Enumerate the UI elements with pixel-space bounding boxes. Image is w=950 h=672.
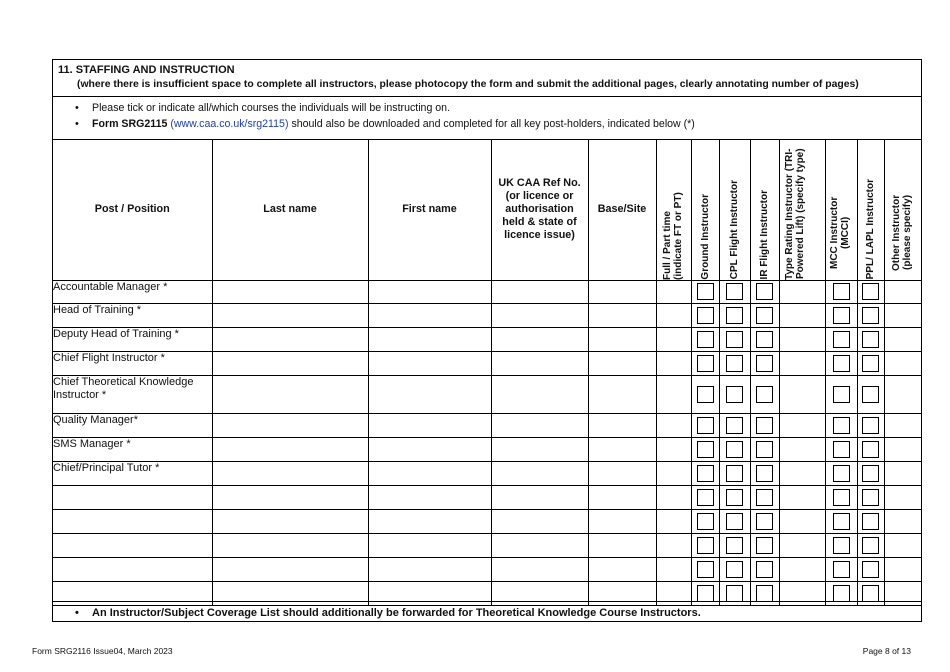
checkbox-cell xyxy=(719,303,750,327)
form-link[interactable]: (www.caa.co.uk/srg2115) xyxy=(170,118,289,130)
entry-cell[interactable] xyxy=(884,375,921,413)
table-row xyxy=(53,413,921,437)
entry-cell[interactable] xyxy=(779,461,825,485)
checkbox[interactable] xyxy=(726,489,743,506)
checkbox[interactable] xyxy=(833,489,850,506)
checkbox[interactable] xyxy=(697,465,714,482)
checkbox-cell xyxy=(857,280,884,303)
entry-cell[interactable] xyxy=(588,303,656,327)
section-subtitle: (where there is insufficient space to complete all instructors, please photocopy the form and submit the additional pages, clearly annotating number of pages) xyxy=(77,79,859,90)
checkbox-cell xyxy=(825,485,857,509)
checkbox-cell xyxy=(691,351,719,375)
entry-cell[interactable] xyxy=(588,509,656,533)
row-position-label xyxy=(53,485,212,509)
checkbox[interactable] xyxy=(726,561,743,578)
entry-cell[interactable] xyxy=(368,280,491,303)
checkbox-cell xyxy=(719,557,750,581)
entry-cell[interactable] xyxy=(779,557,825,581)
checkbox-cell xyxy=(750,280,779,303)
checkbox-cell xyxy=(857,327,884,351)
checkbox-cell xyxy=(857,485,884,509)
entry-cell[interactable] xyxy=(368,351,491,375)
entry-cell[interactable] xyxy=(212,351,368,375)
checkbox[interactable] xyxy=(726,465,743,482)
col-full-part: Full / Part time (indicate FT or PT) xyxy=(656,140,691,280)
entry-cell[interactable] xyxy=(212,437,368,461)
checkbox[interactable] xyxy=(862,561,879,578)
checkbox-cell xyxy=(719,351,750,375)
checkbox[interactable] xyxy=(697,489,714,506)
col-first-name: First name xyxy=(368,140,491,280)
checkbox[interactable] xyxy=(726,283,743,300)
entry-cell[interactable] xyxy=(491,461,588,485)
checkbox-cell xyxy=(691,461,719,485)
checkbox-cell xyxy=(857,509,884,533)
entry-cell[interactable] xyxy=(779,280,825,303)
entry-cell[interactable] xyxy=(368,303,491,327)
entry-cell[interactable] xyxy=(491,533,588,557)
entry-cell[interactable] xyxy=(212,375,368,413)
checkbox[interactable] xyxy=(862,386,879,403)
table-row xyxy=(53,557,921,581)
entry-cell[interactable] xyxy=(884,280,921,303)
entry-cell[interactable] xyxy=(212,413,368,437)
entry-cell[interactable] xyxy=(884,509,921,533)
entry-cell[interactable] xyxy=(656,509,691,533)
entry-cell[interactable] xyxy=(368,461,491,485)
entry-cell[interactable] xyxy=(884,461,921,485)
entry-cell[interactable] xyxy=(491,485,588,509)
col-base-site: Base/Site xyxy=(588,140,656,280)
row-position-label xyxy=(53,557,212,581)
entry-cell[interactable] xyxy=(779,351,825,375)
checkbox-cell xyxy=(825,280,857,303)
entry-cell[interactable] xyxy=(588,533,656,557)
col-last-name: Last name xyxy=(212,140,368,280)
checkbox-cell xyxy=(691,327,719,351)
col-mcc: MCC Instructor (MCCI) xyxy=(825,140,857,280)
checkbox[interactable] xyxy=(756,585,773,602)
checkbox-cell xyxy=(719,485,750,509)
row-position-label: Chief Theoretical Knowledge Instructor * xyxy=(53,375,212,413)
checkbox[interactable] xyxy=(756,489,773,506)
table-row xyxy=(53,351,921,375)
checkbox[interactable] xyxy=(697,513,714,530)
checkbox-cell xyxy=(857,375,884,413)
checkbox[interactable] xyxy=(697,283,714,300)
entry-cell[interactable] xyxy=(656,327,691,351)
entry-cell[interactable] xyxy=(884,327,921,351)
checkbox[interactable] xyxy=(833,561,850,578)
entry-cell[interactable] xyxy=(656,375,691,413)
page-number: Page 8 of 13 xyxy=(862,646,911,656)
entry-cell[interactable] xyxy=(656,280,691,303)
entry-cell[interactable] xyxy=(212,461,368,485)
checkbox-cell xyxy=(750,437,779,461)
entry-cell[interactable] xyxy=(779,375,825,413)
checkbox-cell xyxy=(750,533,779,557)
checkbox[interactable] xyxy=(862,331,879,348)
table-row xyxy=(53,509,921,533)
entry-cell[interactable] xyxy=(884,557,921,581)
entry-cell[interactable] xyxy=(884,351,921,375)
entry-cell[interactable] xyxy=(212,557,368,581)
entry-cell[interactable] xyxy=(491,509,588,533)
checkbox-cell xyxy=(857,413,884,437)
checkbox-cell xyxy=(750,375,779,413)
checkbox-cell xyxy=(825,437,857,461)
checkbox-cell xyxy=(825,461,857,485)
entry-cell[interactable] xyxy=(779,303,825,327)
checkbox[interactable] xyxy=(833,537,850,554)
checkbox-cell xyxy=(750,461,779,485)
entry-cell[interactable] xyxy=(588,437,656,461)
checkbox-cell xyxy=(857,351,884,375)
checkbox-cell xyxy=(825,533,857,557)
checkbox-cell xyxy=(691,509,719,533)
entry-cell[interactable] xyxy=(212,303,368,327)
entry-cell[interactable] xyxy=(491,351,588,375)
entry-cell[interactable] xyxy=(212,485,368,509)
entry-cell[interactable] xyxy=(779,437,825,461)
checkbox[interactable] xyxy=(697,331,714,348)
table-row xyxy=(53,437,921,461)
checkbox-cell xyxy=(750,485,779,509)
entry-cell[interactable] xyxy=(491,413,588,437)
entry-cell[interactable] xyxy=(368,375,491,413)
checkbox[interactable] xyxy=(726,355,743,372)
entry-cell[interactable] xyxy=(884,437,921,461)
checkbox[interactable] xyxy=(756,386,773,403)
checkbox-cell xyxy=(691,557,719,581)
checkbox-cell xyxy=(750,303,779,327)
checkbox[interactable] xyxy=(862,441,879,458)
checkbox[interactable] xyxy=(862,489,879,506)
entry-cell[interactable] xyxy=(368,509,491,533)
instruction-bullet-1: • Please tick or indicate all/which courses the individuals will be instructing on. xyxy=(53,100,921,116)
checkbox[interactable] xyxy=(833,441,850,458)
checkbox[interactable] xyxy=(833,283,850,300)
entry-cell[interactable] xyxy=(368,485,491,509)
checkbox[interactable] xyxy=(726,331,743,348)
entry-cell[interactable] xyxy=(779,485,825,509)
checkbox[interactable] xyxy=(726,513,743,530)
instructions xyxy=(53,97,921,140)
entry-cell[interactable] xyxy=(491,303,588,327)
checkbox[interactable] xyxy=(833,307,850,324)
entry-cell[interactable] xyxy=(588,557,656,581)
checkbox-cell xyxy=(691,533,719,557)
checkbox[interactable] xyxy=(726,386,743,403)
entry-cell[interactable] xyxy=(884,485,921,509)
entry-cell[interactable] xyxy=(588,461,656,485)
checkbox-cell xyxy=(825,303,857,327)
checkbox-cell xyxy=(825,375,857,413)
form-name: Form SRG2115 xyxy=(92,118,168,130)
entry-cell[interactable] xyxy=(884,413,921,437)
checkbox-cell xyxy=(857,557,884,581)
entry-cell[interactable] xyxy=(368,413,491,437)
row-position-label xyxy=(53,533,212,557)
entry-cell[interactable] xyxy=(588,351,656,375)
checkbox-cell xyxy=(750,557,779,581)
checkbox[interactable] xyxy=(726,441,743,458)
checkbox[interactable] xyxy=(697,585,714,602)
checkbox-cell xyxy=(719,509,750,533)
checkbox-cell xyxy=(750,327,779,351)
checkbox[interactable] xyxy=(862,537,879,554)
entry-cell[interactable] xyxy=(779,533,825,557)
checkbox-cell xyxy=(825,351,857,375)
checkbox[interactable] xyxy=(756,561,773,578)
entry-cell[interactable] xyxy=(212,280,368,303)
row-position-label: SMS Manager * xyxy=(53,437,212,461)
row-position-label: Accountable Manager * xyxy=(53,280,212,303)
row-position-label: Quality Manager* xyxy=(53,413,212,437)
entry-cell[interactable] xyxy=(368,437,491,461)
entry-cell[interactable] xyxy=(779,509,825,533)
entry-cell[interactable] xyxy=(588,280,656,303)
entry-cell[interactable] xyxy=(588,327,656,351)
entry-cell[interactable] xyxy=(884,303,921,327)
checkbox-cell xyxy=(719,327,750,351)
row-position-label xyxy=(53,509,212,533)
checkbox[interactable] xyxy=(862,307,879,324)
checkbox-cell xyxy=(719,461,750,485)
table-row xyxy=(53,485,921,509)
checkbox[interactable] xyxy=(833,386,850,403)
checkbox-cell xyxy=(691,413,719,437)
checkbox[interactable] xyxy=(697,355,714,372)
entry-cell[interactable] xyxy=(656,351,691,375)
entry-cell[interactable] xyxy=(656,413,691,437)
entry-cell[interactable] xyxy=(779,327,825,351)
table-row xyxy=(53,461,921,485)
entry-cell[interactable] xyxy=(656,533,691,557)
row-position-label: Head of Training * xyxy=(53,303,212,327)
entry-cell[interactable] xyxy=(212,533,368,557)
footnote: • An Instructor/Subject Coverage List should additionally be forwarded for Theoretical Knowledge Course Instructors. xyxy=(53,601,921,622)
checkbox-cell xyxy=(857,437,884,461)
checkbox[interactable] xyxy=(833,355,850,372)
checkbox[interactable] xyxy=(756,513,773,530)
table-row xyxy=(53,303,921,327)
checkbox[interactable] xyxy=(697,417,714,434)
entry-cell[interactable] xyxy=(491,375,588,413)
entry-cell[interactable] xyxy=(779,413,825,437)
entry-cell[interactable] xyxy=(491,437,588,461)
col-post: Post / Position xyxy=(53,140,212,280)
checkbox[interactable] xyxy=(726,585,743,602)
checkbox[interactable] xyxy=(862,417,879,434)
checkbox-cell xyxy=(857,303,884,327)
checkbox-cell xyxy=(719,437,750,461)
staffing-table xyxy=(53,140,921,606)
row-position-label: Deputy Head of Training * xyxy=(53,327,212,351)
row-position-label: Chief Flight Instructor * xyxy=(53,351,212,375)
checkbox-cell xyxy=(825,509,857,533)
entry-cell[interactable] xyxy=(212,509,368,533)
checkbox[interactable] xyxy=(726,537,743,554)
staffing-form xyxy=(52,59,922,622)
checkbox[interactable] xyxy=(756,537,773,554)
checkbox-cell xyxy=(857,461,884,485)
col-cpl: CPL Flight Instructor xyxy=(719,140,750,280)
table-row xyxy=(53,280,921,303)
checkbox-cell xyxy=(825,327,857,351)
col-ground: Ground Instructor xyxy=(691,140,719,280)
checkbox[interactable] xyxy=(833,513,850,530)
checkbox[interactable] xyxy=(726,307,743,324)
checkbox[interactable] xyxy=(697,537,714,554)
checkbox-cell xyxy=(750,351,779,375)
checkbox-cell xyxy=(691,485,719,509)
entry-cell[interactable] xyxy=(368,557,491,581)
checkbox-cell xyxy=(857,533,884,557)
entry-cell[interactable] xyxy=(368,533,491,557)
checkbox[interactable] xyxy=(756,331,773,348)
table-row xyxy=(53,327,921,351)
header-row xyxy=(53,140,921,280)
col-ref-no: UK CAA Ref No. (or licence or authorisation held & state of licence issue) xyxy=(491,140,588,280)
entry-cell[interactable] xyxy=(656,437,691,461)
checkbox[interactable] xyxy=(726,417,743,434)
entry-cell[interactable] xyxy=(491,280,588,303)
checkbox-cell xyxy=(691,437,719,461)
entry-cell[interactable] xyxy=(491,557,588,581)
checkbox[interactable] xyxy=(756,307,773,324)
entry-cell[interactable] xyxy=(212,327,368,351)
checkbox-cell xyxy=(825,413,857,437)
entry-cell[interactable] xyxy=(588,375,656,413)
section-title: 11. STAFFING AND INSTRUCTION xyxy=(58,64,235,76)
form-id: Form SRG2116 Issue04, March 2023 xyxy=(32,646,173,656)
checkbox[interactable] xyxy=(833,465,850,482)
checkbox-cell xyxy=(691,280,719,303)
entry-cell[interactable] xyxy=(656,485,691,509)
checkbox[interactable] xyxy=(833,585,850,602)
col-ir: IR Flight Instructor xyxy=(750,140,779,280)
checkbox-cell xyxy=(719,280,750,303)
instruction-bullet-2: • Form SRG2115 (www.caa.co.uk/srg2115) should also be downloaded and completed for all key post-holders, indicated below (*) xyxy=(53,116,921,132)
entry-cell[interactable] xyxy=(588,485,656,509)
row-position-label: Chief/Principal Tutor * xyxy=(53,461,212,485)
checkbox-cell xyxy=(719,375,750,413)
entry-cell[interactable] xyxy=(588,413,656,437)
checkbox[interactable] xyxy=(756,465,773,482)
checkbox[interactable] xyxy=(697,386,714,403)
entry-cell[interactable] xyxy=(368,327,491,351)
checkbox[interactable] xyxy=(697,307,714,324)
checkbox[interactable] xyxy=(697,561,714,578)
checkbox-cell xyxy=(691,303,719,327)
table-row xyxy=(53,375,921,413)
col-type-rating: Type Rating Instructor (TRI-Powered Lift) (specify type) xyxy=(779,140,825,280)
checkbox-cell xyxy=(750,509,779,533)
entry-cell[interactable] xyxy=(656,461,691,485)
entry-cell[interactable] xyxy=(656,303,691,327)
checkbox-cell xyxy=(691,375,719,413)
checkbox[interactable] xyxy=(833,331,850,348)
section-header xyxy=(53,60,921,97)
checkbox-cell xyxy=(719,533,750,557)
checkbox[interactable] xyxy=(756,283,773,300)
checkbox[interactable] xyxy=(697,441,714,458)
checkbox[interactable] xyxy=(862,355,879,372)
entry-cell[interactable] xyxy=(656,557,691,581)
checkbox-cell xyxy=(825,557,857,581)
entry-cell[interactable] xyxy=(884,533,921,557)
checkbox[interactable] xyxy=(833,417,850,434)
checkbox[interactable] xyxy=(862,585,879,602)
checkbox[interactable] xyxy=(862,513,879,530)
checkbox[interactable] xyxy=(756,441,773,458)
table-row xyxy=(53,533,921,557)
checkbox-cell xyxy=(719,413,750,437)
checkbox[interactable] xyxy=(756,417,773,434)
checkbox[interactable] xyxy=(756,355,773,372)
entry-cell[interactable] xyxy=(491,327,588,351)
col-ppl: PPL/ LAPL Instructor xyxy=(857,140,884,280)
col-other: Other Instructor (please specify) xyxy=(884,140,921,280)
checkbox[interactable] xyxy=(862,283,879,300)
checkbox-cell xyxy=(750,413,779,437)
checkbox[interactable] xyxy=(862,465,879,482)
